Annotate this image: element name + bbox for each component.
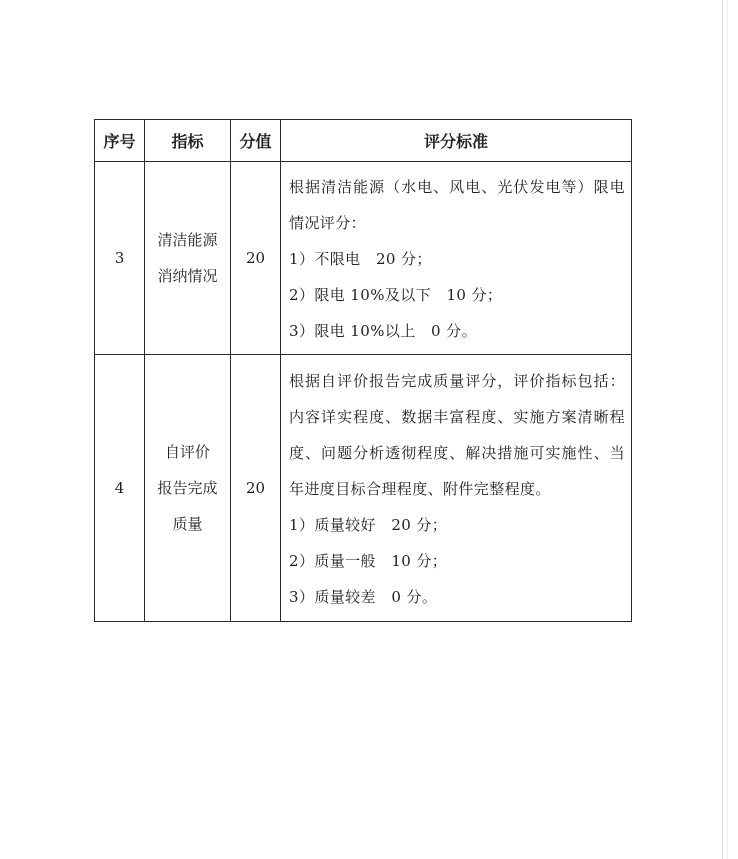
- row-score: 20: [231, 355, 281, 622]
- indicator-line: 质量: [172, 515, 203, 533]
- row-score: 20: [231, 162, 281, 355]
- criteria-item: 2）质量一般 10 分；: [289, 552, 448, 570]
- criteria-item: 3）限电 10%以上 0 分。: [289, 322, 477, 340]
- indicator-line: 消纳情况: [157, 267, 218, 285]
- header-number: 序号: [95, 120, 145, 162]
- page-edge-line: [722, 0, 723, 859]
- criteria-item: 2）限电 10%及以下 10 分；: [289, 286, 503, 304]
- criteria-intro: 根据自评价报告完成质量评分，评价指标包括：内容详实程度、数据丰富程度、实施方案清晰程度、问题分析透彻程度、解决措施可实施性、当年进度目标合理程度、附件完整程度。: [289, 372, 625, 498]
- table-header-row: [95, 120, 632, 162]
- table-row: [95, 162, 632, 355]
- header-criteria: 评分标准: [281, 120, 632, 162]
- criteria-item: 3）质量较差 0 分。: [289, 588, 438, 606]
- criteria-item: 1）不限电 20 分；: [289, 250, 432, 268]
- criteria-item: 1）质量较好 20 分；: [289, 516, 448, 534]
- header-score: 分值: [231, 120, 281, 162]
- row-criteria: [281, 162, 632, 355]
- criteria-intro: 根据清洁能源（水电、风电、光伏发电等）限电情况评分：: [289, 178, 625, 232]
- row-number: 3: [95, 162, 145, 355]
- indicator-line: 报告完成: [157, 479, 218, 497]
- header-indicator: 指标: [145, 120, 231, 162]
- row-indicator: [145, 355, 231, 622]
- indicator-line: 清洁能源: [157, 231, 218, 249]
- indicator-line: 自评价: [164, 443, 210, 461]
- row-indicator: [145, 162, 231, 355]
- page-edge-line: [727, 0, 728, 859]
- scoring-table: [94, 119, 632, 622]
- row-criteria: [281, 355, 632, 622]
- row-number: 4: [95, 355, 145, 622]
- table-row: [95, 355, 632, 622]
